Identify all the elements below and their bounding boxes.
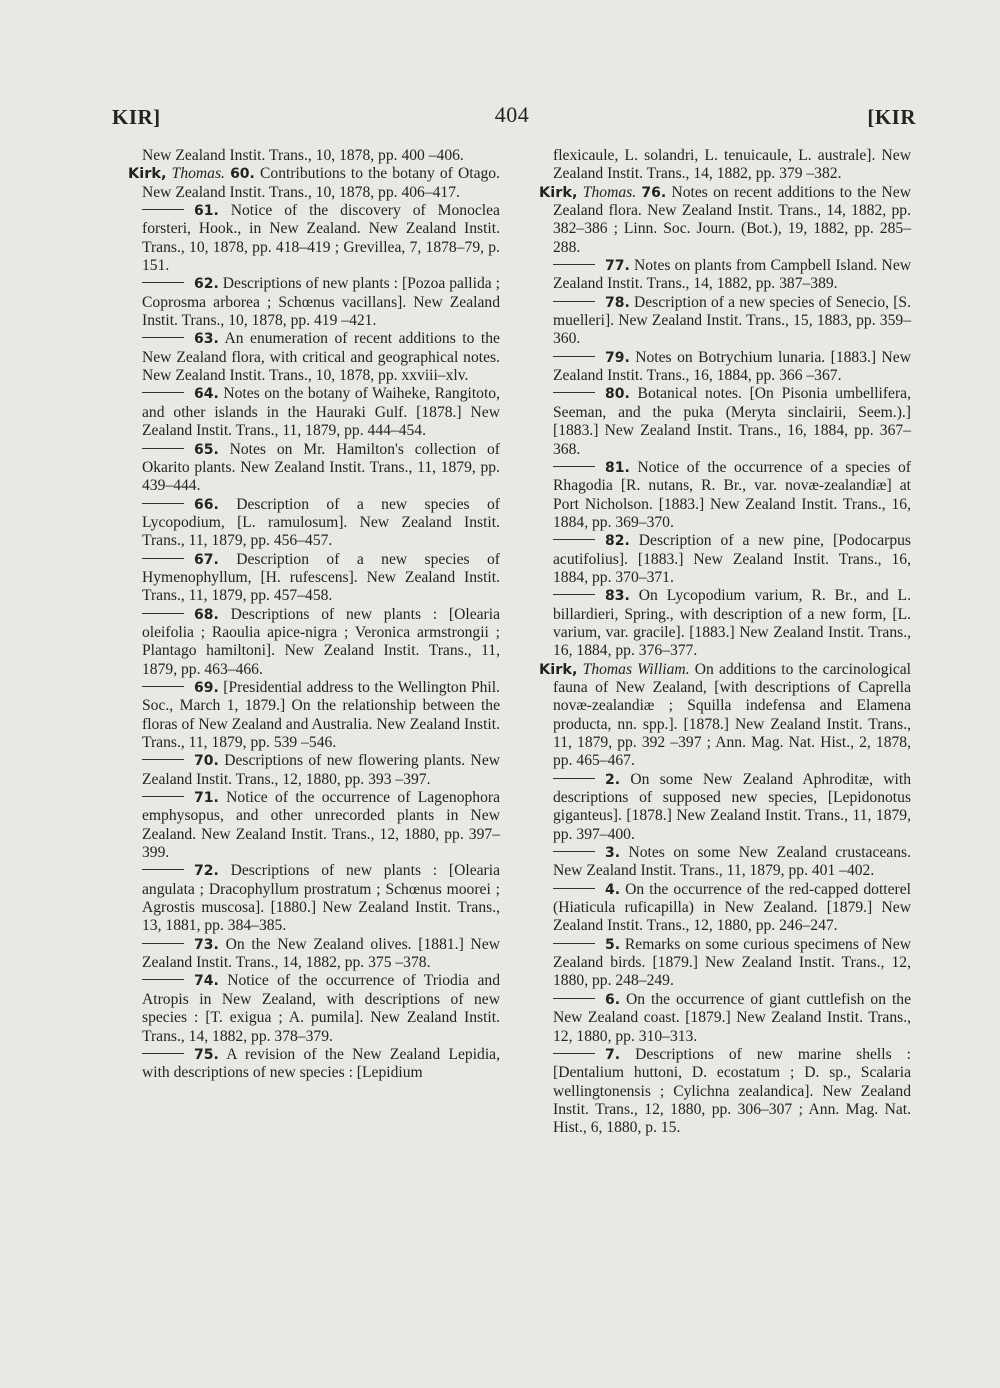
bibliography-entry [553,532,911,587]
entry-text: Remarks on some curious specimens of New Zealand birds. [1879.] New Zealand Instit. Trans., 12, 1880, pp. 248–249. [553,935,911,990]
entry-number: 62. [194,276,219,293]
ditto-dash [142,613,184,614]
ditto-dash [142,209,184,210]
entry-text: Notes on Botrychium lunaria. [1883.] New Zealand Instit. Trans., 16, 1884, pp. 366 –367. [553,348,911,385]
bibliography-entry [553,349,911,386]
entry-text: Contributions to the botany of Otago. New Zealand Instit. Trans., 10, 1878, pp. 406–417. [142,165,500,201]
ditto-dash [142,503,184,504]
bibliography-entry [553,257,911,294]
ditto-dash [553,1053,595,1054]
entry-number: 70. [194,753,219,770]
entry-number: 75. [194,1046,219,1063]
ditto-dash [553,998,595,999]
entry-number: 79. [605,349,630,366]
entry-number: 72. [194,863,219,880]
entry-number: 6. [605,991,621,1008]
bibliography-entry [128,165,500,202]
entry-number: 65. [194,441,219,458]
header-left: KIR] [112,105,161,129]
bibliography-entry [142,752,500,789]
entry-number: 60. [230,166,255,183]
entry-number: 80. [605,386,630,403]
entry-number: 73. [194,936,219,953]
entry-text: Descriptions of new marine shells : [Dentalium huttoni, D. ecostatum ; D. sp., Scalaria wellingtonensis ; Cylichna zealandica]. New Zealand Instit. Trans., 12, 1880, pp. 306–307 ; Ann. Mag. Nat. Hist., 6, 1880, p. 15. [553,1045,911,1137]
ditto-dash [142,869,184,870]
ditto-dash [553,594,595,595]
bibliography-entry [142,202,500,275]
bibliography-entry [553,991,911,1046]
entry-text: A revision of the New Zealand Lepidia, with descriptions of new species : [Lepidium [142,1045,500,1082]
ditto-dash [142,759,184,760]
entry-text: On the occurrence of giant cuttlefish on the New Zealand coast. [1879.] New Zealand Instit. Trans., 12, 1880, pp. 310–313. [553,990,911,1045]
author-surname: Kirk, [539,661,578,678]
author-surname: Kirk, [128,166,167,183]
entry-number: 2. [605,771,621,788]
entry-number: 67. [194,551,219,568]
bibliography-entry [553,294,911,349]
bibliography-entry [553,936,911,991]
entry-text: Description of a new species of Lycopodium, [L. ramulosum]. New Zealand Instit. Trans., 11, 1879, pp. 456–457. [142,495,500,550]
entry-text: On the occurrence of the red-capped dotterel (Hiaticula ruficapilla) in New Zealand. [1879.] New Zealand Instit. Trans., 12, 1880, pp. 246–247. [553,880,911,935]
bibliography-entry [142,679,500,752]
entry-text: Description of a new species of Senecio, [S. muelleri]. New Zealand Instit. Trans., 15, 1883, pp. 359–360. [553,293,911,348]
ditto-dash [142,979,184,980]
entry-text: [Presidential address to the Wellington Phil. Soc., March 1, 1879.] On the relationship between the floras of New Zealand and Australia. New Zealand Instit. Trans., 11, 1879, pp. 539 –546. [142,678,500,751]
bibliography-entry [142,496,500,551]
bibliography-entry [142,1046,500,1083]
ditto-dash [142,686,184,687]
entry-number: 61. [194,203,219,220]
bibliography-entry [142,936,500,973]
entry-number: 74. [194,973,219,990]
entry-number: 76. [641,184,667,201]
entry-number: 83. [605,588,630,605]
bibliography-entry [142,275,500,330]
bibliography-entry [539,660,912,771]
entry-text: Notes on some New Zealand crustaceans. New Zealand Instit. Trans., 11, 1879, pp. 401 –402. [553,844,911,880]
entry-text: On the New Zealand olives. [1881.] New Zealand Instit. Trans., 14, 1882, pp. 375 –378. [142,935,500,972]
entry-number: 82. [605,533,630,550]
ditto-dash [553,301,595,302]
ditto-dash [553,943,595,944]
entry-text: Notes on the botany of Waiheke, Rangitoto, and other islands in the Hauraki Gulf. [1878.] New Zealand Instit. Trans., 11, 1879, pp. 444–454. [142,385,500,440]
entry-number: 66. [194,496,219,513]
entry-number: 64. [194,386,219,403]
ditto-dash [553,466,595,467]
entry-text: Notice of the discovery of Monoclea forsteri, Hook., in New Zealand. New Zealand Instit. Trans., 10, 1878, pp. 418–419 ; Grevillea, 7, 1878–79, p. 151. [142,202,500,275]
entry-text: On some New Zealand Aphroditæ, with descriptions of supposed new species, [Lepidonotus giganteus]. [1878.] New Zealand Instit. Trans., 11, 1879, pp. 397–400. [553,770,911,843]
ditto-dash [142,796,184,797]
bibliography-entry [142,330,500,385]
page-number: 404 [494,102,530,127]
entry-text: On additions to the carcinological fauna of New Zealand, [with descriptions of Caprella novæ-zealandiæ ; Squilla indefensa and Elamena producta, nn. spp.]. [1878.] New Zealand Instit. Trans., 11, 1879, pp. 392 –397 ; Ann. Mag. Nat. Hist., 2, 1878, pp. 465–467. [553,660,912,770]
entry-number: 78. [605,294,630,311]
ditto-dash [553,539,595,540]
bibliography-entry [553,771,911,844]
entry-text: Description of a new species of Hymenophyllum, [H. rufescens]. New Zealand Instit. Trans., 11, 1879, pp. 457–458. [142,550,500,605]
entry-number: 63. [194,331,219,348]
bibliography-entry [142,606,500,679]
entry-text: On Lycopodium varium, R. Br., and L. billardieri, Spring., with description of a new form, [L. varium, var. gracile]. [1883.] New Zealand Instit. Trans., 16, 1884, pp. 376–377. [553,587,911,660]
bibliography-entry [539,183,911,257]
ditto-dash [553,888,595,889]
bibliography-entry [553,459,911,532]
author-given-name: Thomas William. [582,660,690,678]
entry-text: Descriptions of new plants : [Olearia angulata ; Dracophyllum prostratum ; Schœnus moorei ; Agrostis muscosa]. [1880.] New Zealand Instit. Trans., 13, 1881, pp. 384–385. [142,862,500,935]
entry-number: 3. [605,845,621,862]
author-given-name: Thomas. [582,183,637,201]
entry-text: Descriptions of new plants : [Olearia oleifolia ; Raoulia apice-nigra ; Veronica armstrongii ; Plantago hamiltoni]. New Zealand Instit. Trans., 11, 1879, pp. 463–466. [142,605,500,678]
ditto-dash [553,392,595,393]
ditto-dash [142,943,184,944]
ditto-dash [142,1053,184,1054]
bibliography-entry [142,862,500,935]
bibliography-entry [142,385,500,440]
bibliography-entry [553,385,911,458]
author-given-name: Thomas. [171,165,225,183]
ditto-dash [142,448,184,449]
ditto-dash [553,264,595,265]
author-surname: Kirk, [539,184,578,201]
entry-text: Notes on recent additions to the New Zealand flora. New Zealand Instit. Trans., 14, 1882, pp. 382–386 ; Linn. Soc. Journ. (Bot.), 19, 1882, pp. 285–288. [553,183,911,256]
bibliography-entry [553,587,911,660]
bibliography-entry [142,441,500,496]
ditto-dash [142,337,184,338]
ditto-dash [553,778,595,779]
entry-text: Descriptions of new plants : [Pozoa pallida ; Coprosma arborea ; Schœnus vacillans]. New Zealand Instit. Trans., 10, 1878, pp. 419 –421. [142,275,500,330]
entry-text: Notice of the occurrence of Lagenophora emphysopus, and other unrecorded plants in New Zealand. New Zealand Instit. Trans., 12, 1880, pp. 397–399. [142,789,500,862]
bibliography-entry [142,147,500,165]
bibliography-entry [553,844,911,881]
entry-text: New Zealand Instit. Trans., 10, 1878, pp. 400 –406. [142,147,464,164]
entry-number: 7. [605,1046,621,1063]
entry-text: Notice of the occurrence of a species of Rhagodia [R. nutans, R. Br., var. novæ-zealandiæ] at Port Nicholson. [1883.] New Zealand Instit. Trans., 16, 1884, pp. 369–370. [553,458,911,531]
left-column [128,147,500,1083]
entry-text: An enumeration of recent additions to the New Zealand flora, with critical and geographical notes. New Zealand Instit. Trans., 10, 1878, pp. xxviii–xlv. [142,330,500,385]
entry-text: Notes on Mr. Hamilton's collection of Okarito plants. New Zealand Instit. Trans., 11, 1879, pp. 439–444. [142,440,500,495]
entry-text: Notice of the occurrence of Triodia and Atropis in New Zealand, with descriptions of new species : [T. exigua ; A. pumila]. New Zealand Instit. Trans., 14, 1882, pp. 378–379. [142,972,500,1045]
header-right: [KIR [867,105,916,129]
entry-number: 71. [194,790,219,807]
right-column [539,147,911,1138]
bibliography-entry [553,147,911,184]
entry-text: flexicaule, L. solandri, L. tenuicaule, L. australe]. New Zealand Instit. Trans., 14, 1882, pp. 379 –382. [553,147,911,183]
bibliography-entry [553,1046,911,1138]
entry-number: 4. [605,881,621,898]
entry-text: Description of a new pine, [Podocarpus acutifolius]. [1883.] New Zealand Instit. Trans., 16, 1884, pp. 370–371. [553,532,911,586]
entry-number: 77. [605,258,630,275]
ditto-dash [553,356,595,357]
entry-number: 5. [605,936,621,953]
entry-number: 69. [194,679,219,696]
entry-number: 68. [194,606,219,623]
ditto-dash [142,392,184,393]
entry-number: 81. [605,459,630,476]
bibliography-entry [142,972,500,1045]
ditto-dash [142,282,184,283]
ditto-dash [553,851,595,852]
bibliography-entry [553,881,911,936]
ditto-dash [142,558,184,559]
entry-text: Botanical notes. [On Pisonia umbellifera, Seeman, and the puka (Meryta sinclairii, Seem.).] [1883.] New Zealand Instit. Trans., 16, 1884, pp. 367–368. [553,385,911,458]
bibliography-entry [142,789,500,862]
entry-text: Descriptions of new flowering plants. New Zealand Instit. Trans., 12, 1880, pp. 393 –397. [142,752,501,788]
entry-text: Notes on plants from Campbell Island. New Zealand Instit. Trans., 14, 1882, pp. 387–389. [553,257,911,293]
bibliography-entry [142,551,500,606]
